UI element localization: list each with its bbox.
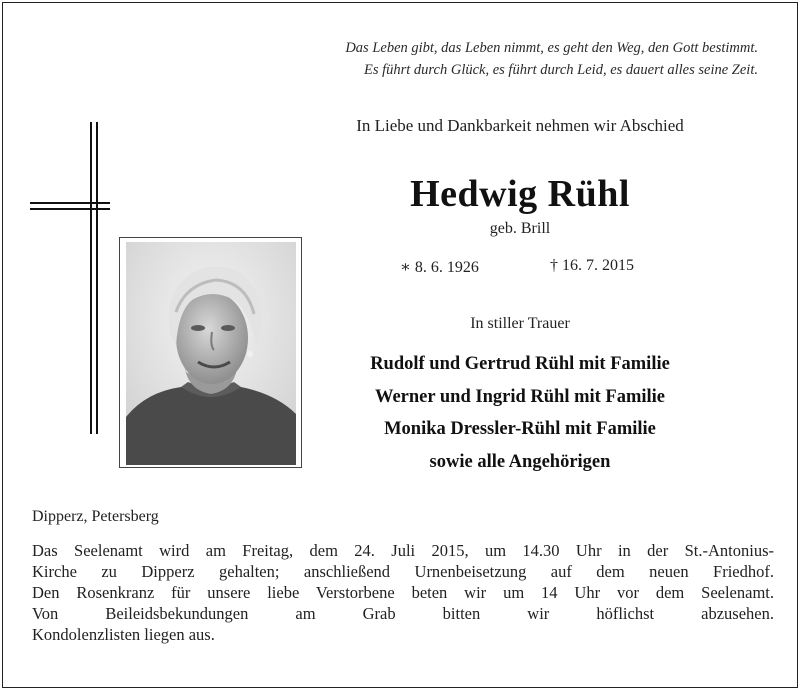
notice-line: Das Seelenamt wird am Freitag, dem 24. Juli 2015, um 14.30 Uhr in der St.-Antonius- — [32, 541, 774, 560]
mourner-line: Rudolf und Gertrud Rühl mit Familie — [370, 354, 670, 374]
farewell-text: In Liebe und Dankbarkeit nehmen wir Abschied — [356, 116, 684, 135]
deceased-name: Hedwig Rühl — [410, 173, 630, 215]
notice-line: Von Beileidsbekundungen am Grab bitten wir höflichst abzusehen. — [32, 604, 774, 623]
notice-line: Kondolenzlisten liegen aus. — [32, 625, 215, 644]
poem-verse — [345, 37, 758, 81]
poem-line-1: Das Leben gibt, das Leben nimmt, es geht den Weg, den Gott bestimmt. — [345, 40, 758, 56]
mourner-line: Monika Dressler-Rühl mit Familie — [384, 419, 656, 439]
mourner-line: sowie alle Angehörigen — [429, 451, 611, 472]
notice-line: Den Rosenkranz für unsere liebe Verstorbene beten wir um 14 Uhr vor dem Seelenamt. — [32, 583, 774, 602]
portrait-photo — [126, 242, 296, 465]
mourner-line: Werner und Ingrid Rühl mit Familie — [374, 386, 666, 407]
service-notice — [32, 540, 774, 645]
birth-name: geb. Brill — [489, 220, 551, 237]
birth-date: ∗ 8. 6. 1926 — [400, 259, 479, 276]
mourners-list — [300, 348, 740, 478]
poem-line-2: Es führt durch Glück, es führt durch Leid, es dauert alles seine Zeit. — [363, 62, 758, 78]
notice-line: Kirche zu Dipperz gehalten; anschließend Urnenbeisetzung auf dem neuen Friedhof. — [32, 562, 774, 581]
place-line: Dipperz, Petersberg — [32, 508, 159, 525]
mourning-label: In stiller Trauer — [470, 315, 570, 332]
cross-icon — [30, 122, 110, 434]
death-date: † 16. 7. 2015 — [550, 257, 634, 274]
portrait-photo-frame — [119, 237, 302, 468]
